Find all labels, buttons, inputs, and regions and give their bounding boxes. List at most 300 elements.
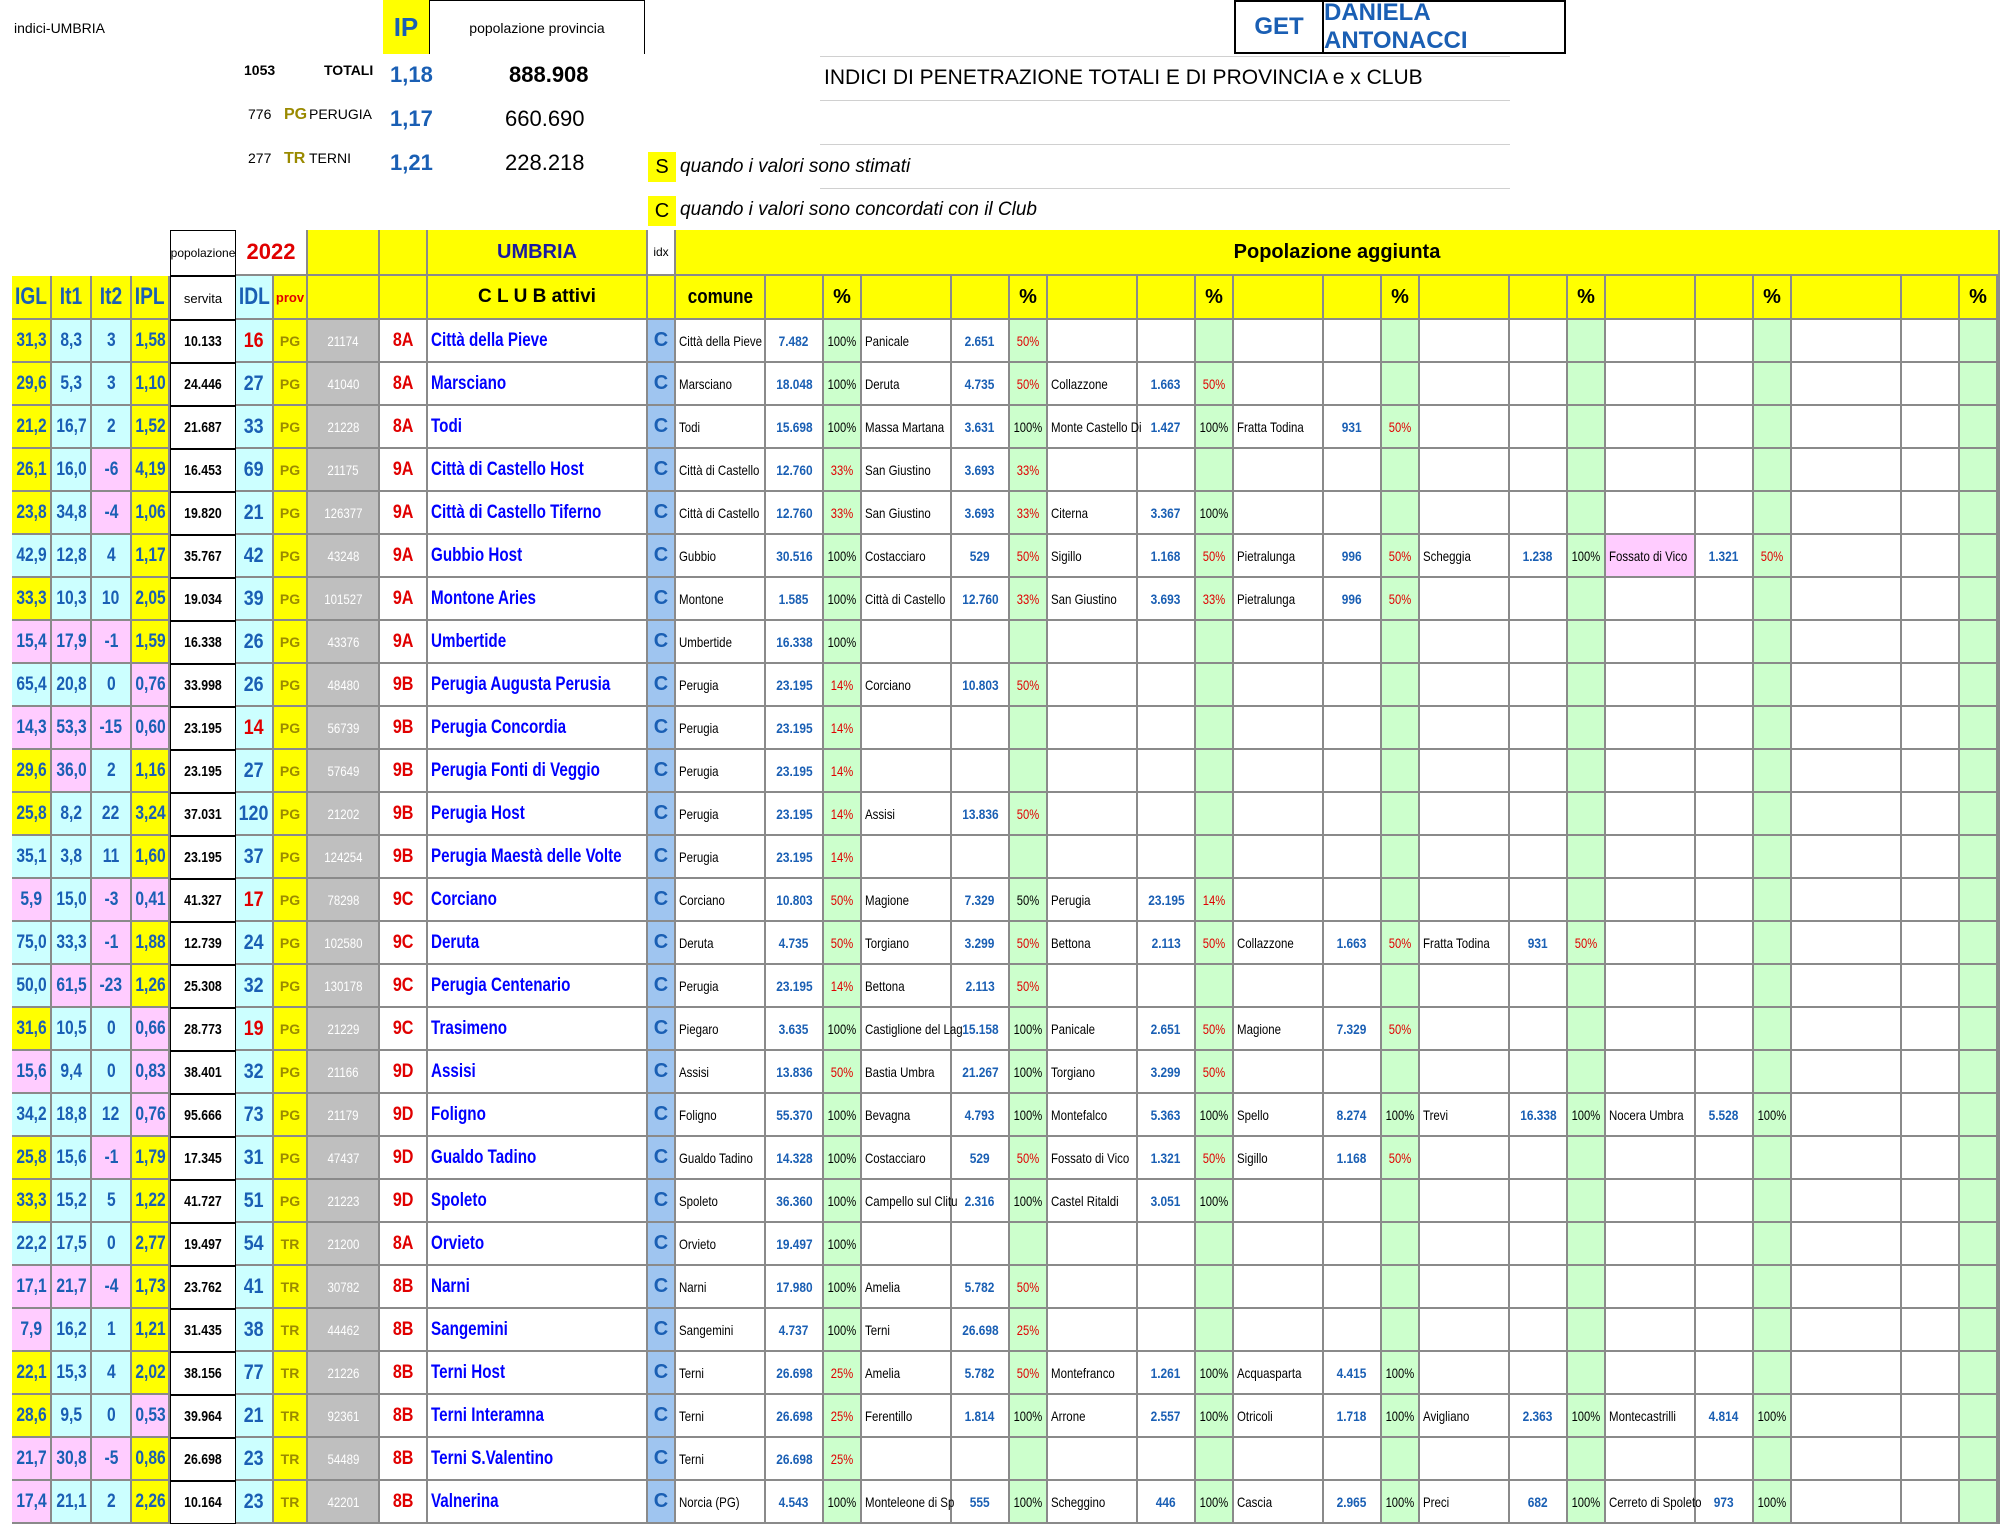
row-pct xyxy=(824,1352,862,1395)
row-pct-text: 50% xyxy=(1388,1149,1412,1166)
row-pop-text: 19.820 xyxy=(184,505,222,522)
row-comune-value xyxy=(1138,406,1196,449)
ip-label: IP xyxy=(393,11,419,42)
row-pct-text: 50% xyxy=(1016,977,1040,994)
row-idl xyxy=(236,1223,274,1266)
row-it2-text: 3 xyxy=(106,329,116,351)
row-it2 xyxy=(92,578,132,621)
row-it1-text: 33,3 xyxy=(55,931,87,953)
row-ipl xyxy=(132,836,170,879)
row-comune xyxy=(1420,1309,1510,1352)
row-comune-value xyxy=(1902,1008,1960,1051)
row-comune-value xyxy=(952,320,1010,363)
row-pct xyxy=(824,535,862,578)
row-it1-text: 5,3 xyxy=(60,372,82,394)
row-comune-text: Magione xyxy=(1237,1020,1282,1037)
row-pct-text: 50% xyxy=(1016,891,1040,908)
row-pct xyxy=(1382,1137,1420,1180)
row-comune-text: Deruta xyxy=(865,375,900,392)
row-prov xyxy=(274,1438,308,1481)
row-pct xyxy=(1010,1438,1048,1481)
row-pct xyxy=(1382,707,1420,750)
row-ipl-text: 0,66 xyxy=(134,1017,166,1039)
row-comune-text: Corciano xyxy=(865,676,911,693)
row-it2 xyxy=(92,1481,132,1524)
row-comune-value xyxy=(1324,492,1382,535)
row-comune xyxy=(862,836,952,879)
row-ipl-text: 1,79 xyxy=(134,1146,166,1168)
row-pop-text: 38.401 xyxy=(184,1064,222,1081)
header-gridline xyxy=(820,144,1510,145)
row-pop xyxy=(170,492,236,535)
row-it2 xyxy=(92,1223,132,1266)
row-it2-text: 4 xyxy=(106,544,116,566)
row-comune-value xyxy=(1324,1008,1382,1051)
row-pct xyxy=(824,879,862,922)
row-club-id-text: 44462 xyxy=(327,1321,359,1338)
row-prov-text: PG xyxy=(279,805,301,822)
row-comune xyxy=(862,1137,952,1180)
row-comune xyxy=(1420,879,1510,922)
row-igl xyxy=(12,1051,52,1094)
row-comune-value xyxy=(1138,1223,1196,1266)
row-ipl-text: 2,26 xyxy=(134,1490,166,1512)
row-pop xyxy=(170,1008,236,1051)
row-comune-value xyxy=(766,492,824,535)
row-club-name xyxy=(428,836,648,879)
row-it2 xyxy=(92,965,132,1008)
row-club-id-text: 47437 xyxy=(327,1149,359,1166)
row-pct xyxy=(1960,621,1998,664)
row-comune-value xyxy=(1696,449,1754,492)
row-prov xyxy=(274,492,308,535)
row-club-id xyxy=(308,965,380,1008)
hdr-pct-0-text: % xyxy=(833,285,851,308)
row-pct-text: 50% xyxy=(1388,590,1412,607)
row-it1-text: 34,8 xyxy=(55,501,87,523)
row-pop xyxy=(170,1438,236,1481)
row-pct xyxy=(1960,1481,1998,1524)
row-comune xyxy=(862,1051,952,1094)
row-comune-value xyxy=(1696,363,1754,406)
row-comune-value xyxy=(1138,1438,1196,1481)
row-comune-value xyxy=(766,1051,824,1094)
row-comune xyxy=(1420,320,1510,363)
row-ipl xyxy=(132,922,170,965)
row-pct xyxy=(1196,320,1234,363)
row-igl-text: 35,1 xyxy=(15,845,47,867)
row-comune-value xyxy=(1902,406,1960,449)
row-comune-value xyxy=(1696,535,1754,578)
row-comune-value xyxy=(1902,836,1960,879)
row-comune-text: Gualdo Tadino xyxy=(679,1149,753,1166)
row-comune xyxy=(1420,1266,1510,1309)
row-prov xyxy=(274,320,308,363)
row-pop xyxy=(170,535,236,578)
row-comune-value xyxy=(1138,320,1196,363)
row-it2-text: -4 xyxy=(104,1275,118,1297)
row-ipl xyxy=(132,578,170,621)
row-pct xyxy=(1010,1051,1048,1094)
row-comune xyxy=(1048,793,1138,836)
row-pct xyxy=(824,492,862,535)
row-comune xyxy=(1792,578,1902,621)
row-it2-text: 0 xyxy=(106,1404,116,1426)
row-igl-text: 42,9 xyxy=(15,544,47,566)
row-idx-text: C xyxy=(653,673,669,695)
row-it2-text: -6 xyxy=(104,458,118,480)
row-it1-text: 30,8 xyxy=(55,1447,87,1469)
row-pct xyxy=(1754,1438,1792,1481)
row-comune-value xyxy=(1138,750,1196,793)
legend-key-s: S xyxy=(648,152,676,182)
row-club-id-text: 30782 xyxy=(327,1278,359,1295)
total-code-2: TR xyxy=(284,150,306,167)
row-it2 xyxy=(92,1438,132,1481)
row-comune xyxy=(1234,1395,1324,1438)
row-comune xyxy=(1234,1266,1324,1309)
row-igl xyxy=(12,406,52,449)
row-comune xyxy=(862,492,952,535)
row-igl-text: 33,3 xyxy=(15,1189,47,1211)
row-pct xyxy=(1010,320,1048,363)
row-igl-text: 17,4 xyxy=(15,1490,47,1512)
row-it1 xyxy=(52,879,92,922)
row-ipl-text: 2,77 xyxy=(134,1232,166,1254)
row-club-id-text: 57649 xyxy=(327,762,359,779)
row-pct xyxy=(1382,922,1420,965)
row-pct xyxy=(1960,1309,1998,1352)
row-pct-text: 100% xyxy=(1013,1407,1043,1424)
row-club-id-text: 21226 xyxy=(327,1364,359,1381)
total-name-2: TERNI xyxy=(309,150,351,166)
row-igl xyxy=(12,793,52,836)
row-ipl-text: 1,88 xyxy=(134,931,166,953)
row-comune-value xyxy=(1696,621,1754,664)
row-pct xyxy=(1568,449,1606,492)
row-comune-text: Città di Castello xyxy=(865,590,946,607)
row-club-id xyxy=(308,664,380,707)
row-prov-text: TR xyxy=(280,1364,300,1381)
row-idl-text: 16 xyxy=(244,328,264,352)
row-igl xyxy=(12,535,52,578)
row-igl xyxy=(12,1309,52,1352)
row-comune-value xyxy=(1902,578,1960,621)
row-pct xyxy=(824,363,862,406)
row-comune-text: Spoleto xyxy=(679,1192,718,1209)
row-pct xyxy=(1382,1395,1420,1438)
row-comune-value xyxy=(766,1223,824,1266)
row-pct-text: 100% xyxy=(1757,1493,1787,1510)
row-pct-text: 100% xyxy=(1385,1407,1415,1424)
ip-label-cell xyxy=(383,0,429,54)
row-club-name xyxy=(428,1266,648,1309)
hdr-pct-1 xyxy=(1010,276,1048,320)
row-pct xyxy=(1960,1266,1998,1309)
row-idl-text: 24 xyxy=(244,930,264,954)
row-idx xyxy=(648,750,676,793)
row-it1 xyxy=(52,1051,92,1094)
row-prov xyxy=(274,535,308,578)
row-comune-text: Marsciano xyxy=(679,375,732,392)
row-pct xyxy=(1568,1051,1606,1094)
row-club-name-text: Umbertide xyxy=(431,630,507,652)
row-comune xyxy=(1234,535,1324,578)
row-comune-value xyxy=(1324,836,1382,879)
row-club-id-text: 21202 xyxy=(327,805,359,822)
row-idx xyxy=(648,1266,676,1309)
row-pct xyxy=(1754,922,1792,965)
row-pct xyxy=(824,707,862,750)
row-pct-text: 100% xyxy=(1199,1106,1229,1123)
row-pct-text: 100% xyxy=(1013,418,1043,435)
hdr-value-0 xyxy=(766,276,824,320)
hdr-yellow-3 xyxy=(308,276,380,320)
row-comune-value xyxy=(1696,1223,1754,1266)
row-comune xyxy=(1606,836,1696,879)
row-igl-text: 25,8 xyxy=(15,802,47,824)
row-idl-text: 54 xyxy=(244,1231,264,1255)
row-ipl xyxy=(132,664,170,707)
legend-text-s: quando i valori sono stimati xyxy=(680,156,911,177)
row-idl-text: 42 xyxy=(244,543,264,567)
row-comune xyxy=(1234,406,1324,449)
row-prov-text: PG xyxy=(279,719,301,736)
row-pct-text: 50% xyxy=(1202,375,1226,392)
row-comune-value-text: 4.737 xyxy=(779,1321,809,1338)
row-it2 xyxy=(92,621,132,664)
row-comune-text: Panicale xyxy=(1051,1020,1096,1037)
row-pct xyxy=(1382,1094,1420,1137)
row-comune xyxy=(1234,1008,1324,1051)
hdr-ipl xyxy=(132,276,170,320)
row-igl-text: 33,3 xyxy=(15,587,47,609)
row-comune-value xyxy=(1902,1438,1960,1481)
row-prov xyxy=(274,965,308,1008)
row-idl xyxy=(236,1051,274,1094)
row-club-id-text: 48480 xyxy=(327,676,359,693)
row-pct xyxy=(1568,1481,1606,1524)
row-pct xyxy=(1010,1137,1048,1180)
row-pct xyxy=(1568,965,1606,1008)
row-idl xyxy=(236,1137,274,1180)
row-pct xyxy=(1010,535,1048,578)
row-pop-text: 31.435 xyxy=(184,1322,222,1339)
row-comune-value xyxy=(766,1180,824,1223)
row-comune-value xyxy=(1902,1395,1960,1438)
row-it1 xyxy=(52,1094,92,1137)
row-comune xyxy=(1048,1395,1138,1438)
row-comune-value xyxy=(766,449,824,492)
row-ipl-text: 1,73 xyxy=(134,1275,166,1297)
hdr-pct-1-text: % xyxy=(1019,285,1037,308)
row-pct xyxy=(1754,621,1792,664)
row-ipl-text: 0,83 xyxy=(134,1060,166,1082)
row-comune-value xyxy=(1138,492,1196,535)
row-pct xyxy=(1382,1266,1420,1309)
row-district-text: 9A xyxy=(392,501,414,523)
row-idl-text: 27 xyxy=(244,758,264,782)
row-pop-text: 12.739 xyxy=(184,935,222,952)
row-comune xyxy=(1792,492,1902,535)
row-comune xyxy=(1420,1395,1510,1438)
row-comune xyxy=(1234,664,1324,707)
row-pct xyxy=(1010,922,1048,965)
row-pct xyxy=(1382,1438,1420,1481)
row-comune-value xyxy=(1510,1309,1568,1352)
row-ipl xyxy=(132,1008,170,1051)
row-comune-value-text: 23.195 xyxy=(1147,891,1185,908)
row-comune-value-text: 4.735 xyxy=(965,375,995,392)
row-comune-value-text: 3.631 xyxy=(965,418,995,435)
row-idx xyxy=(648,1352,676,1395)
row-comune xyxy=(1606,1352,1696,1395)
row-district xyxy=(380,1094,428,1137)
row-pop-text: 19.497 xyxy=(184,1236,222,1253)
hdr-pct-4-text: % xyxy=(1577,285,1595,308)
row-comune-text: Scheggino xyxy=(1051,1493,1106,1510)
hdr-region xyxy=(428,230,648,276)
row-comune-value xyxy=(1902,707,1960,750)
row-pct xyxy=(1382,449,1420,492)
row-comune-value xyxy=(766,750,824,793)
row-pct xyxy=(1196,707,1234,750)
row-pct xyxy=(1754,1180,1792,1223)
row-pct xyxy=(824,1266,862,1309)
row-pct-text: 100% xyxy=(827,332,857,349)
row-pct xyxy=(824,1223,862,1266)
row-comune xyxy=(676,750,766,793)
row-comune-value xyxy=(952,535,1010,578)
legend-key-c: C xyxy=(648,196,676,226)
row-comune xyxy=(862,879,952,922)
row-district xyxy=(380,535,428,578)
row-comune xyxy=(1420,750,1510,793)
row-comune-value xyxy=(766,836,824,879)
row-comune-value xyxy=(1324,793,1382,836)
hdr-it1-text: It1 xyxy=(59,283,83,310)
hdr-value-4 xyxy=(1510,276,1568,320)
row-ipl-text: 0,53 xyxy=(134,1404,166,1426)
row-comune-value-text: 2.113 xyxy=(965,977,995,994)
row-it2-text: -1 xyxy=(104,931,118,953)
row-comune-value-text: 973 xyxy=(1714,1493,1734,1510)
row-comune-value xyxy=(766,621,824,664)
hdr-it2 xyxy=(92,276,132,320)
row-it1-text: 10,3 xyxy=(55,587,87,609)
row-district xyxy=(380,793,428,836)
row-prov-text: TR xyxy=(280,1407,300,1424)
row-comune-text: San Giustino xyxy=(865,504,931,521)
row-it2 xyxy=(92,750,132,793)
row-district-text: 9D xyxy=(392,1189,414,1211)
row-pct-text: 50% xyxy=(1202,1063,1226,1080)
row-idl xyxy=(236,1481,274,1524)
row-comune-value-text: 15.698 xyxy=(775,418,813,435)
row-comune-value xyxy=(766,793,824,836)
row-comune-text: Torgiano xyxy=(865,934,910,951)
row-it2-text: 11 xyxy=(102,845,120,867)
row-comune-value-text: 10.803 xyxy=(775,891,813,908)
hdr-value-6 xyxy=(1902,276,1960,320)
row-comune-text: Monte Castello Di xyxy=(1051,418,1142,435)
row-it2 xyxy=(92,1137,132,1180)
row-idx-text: C xyxy=(653,974,669,996)
row-ipl-text: 1,17 xyxy=(134,544,166,566)
row-idl-text: 33 xyxy=(244,414,264,438)
row-idl xyxy=(236,492,274,535)
row-pct xyxy=(1196,922,1234,965)
row-comune xyxy=(1234,1223,1324,1266)
row-pct-text: 100% xyxy=(827,1493,857,1510)
row-comune-value xyxy=(1510,320,1568,363)
row-igl xyxy=(12,320,52,363)
row-comune-text: Fossato di Vico xyxy=(1609,547,1688,564)
row-comune xyxy=(676,879,766,922)
row-club-name-text: Città di Castello Host xyxy=(431,458,584,480)
row-pct xyxy=(1196,1481,1234,1524)
row-it2-text: -23 xyxy=(99,974,123,996)
row-club-name-text: Perugia Centenario xyxy=(431,974,571,996)
row-pct xyxy=(1010,406,1048,449)
hdr-it1 xyxy=(52,276,92,320)
row-pct xyxy=(1754,535,1792,578)
row-idl-text: 32 xyxy=(244,1059,264,1083)
total-ip-0: 1,18 xyxy=(390,62,433,87)
row-comune-value-text: 3.693 xyxy=(965,504,995,521)
row-comune-value xyxy=(1902,320,1960,363)
row-pct xyxy=(1196,1395,1234,1438)
row-club-name-text: Marsciano xyxy=(431,372,507,394)
row-pct xyxy=(824,578,862,621)
row-comune-value xyxy=(1510,879,1568,922)
row-comune-value xyxy=(1902,1266,1960,1309)
row-comune-value xyxy=(1696,1051,1754,1094)
row-comune xyxy=(1420,664,1510,707)
row-idl xyxy=(236,535,274,578)
row-ipl xyxy=(132,1352,170,1395)
row-comune-value xyxy=(766,922,824,965)
row-igl-text: 23,8 xyxy=(15,501,47,523)
row-it1 xyxy=(52,449,92,492)
row-club-name xyxy=(428,1180,648,1223)
row-pct-text: 25% xyxy=(1016,1321,1040,1338)
row-comune-text: Piegaro xyxy=(679,1020,719,1037)
row-pct-text: 50% xyxy=(830,1063,854,1080)
row-comune xyxy=(676,449,766,492)
row-idx xyxy=(648,578,676,621)
row-club-name xyxy=(428,535,648,578)
row-pct xyxy=(1960,965,1998,1008)
row-club-id-text: 124254 xyxy=(323,848,363,865)
row-igl-text: 29,6 xyxy=(15,372,47,394)
row-igl-text: 15,4 xyxy=(15,630,47,652)
row-club-id xyxy=(308,621,380,664)
row-it2-text: 2 xyxy=(106,415,116,437)
row-comune-value-text: 7.482 xyxy=(779,332,809,349)
row-comune xyxy=(862,363,952,406)
row-pct-text: 100% xyxy=(1757,1407,1787,1424)
row-pct xyxy=(1382,1309,1420,1352)
row-igl-text: 7,9 xyxy=(20,1318,42,1340)
row-comune-value xyxy=(952,1008,1010,1051)
row-pct-text: 33% xyxy=(1016,590,1040,607)
row-ipl-text: 0,76 xyxy=(134,1103,166,1125)
row-idx-text: C xyxy=(653,1103,669,1125)
row-club-id-text: 42201 xyxy=(327,1493,359,1510)
row-district xyxy=(380,1008,428,1051)
get-name: DANIELA ANTONACCI xyxy=(1324,0,1468,54)
